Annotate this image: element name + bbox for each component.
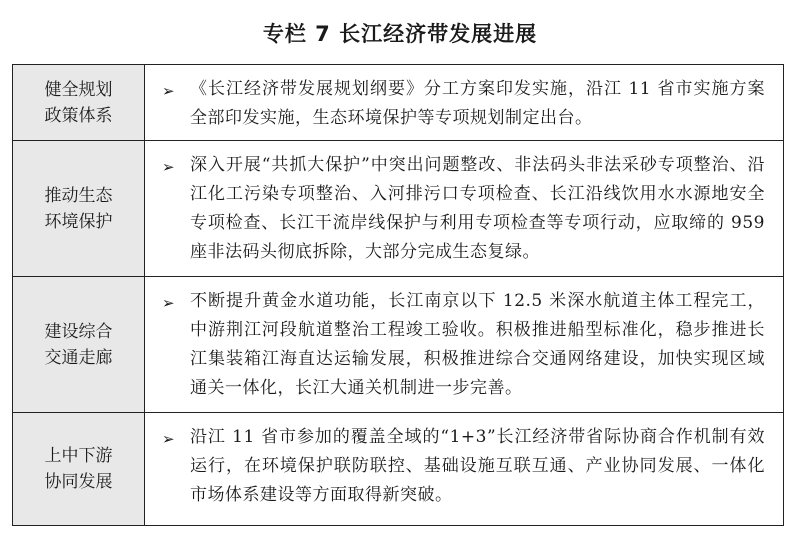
content-table [12,64,784,526]
row-label-cell [13,277,145,412]
row-content: 沿江 11 省市参加的覆盖全域的“1+3”长江经济带省际协商合作机制有效运行，在环境保护联防联控、基础设施互联互通、产业协同发展、一体化市场体系建设等方面取得新突破。 [190,427,765,505]
row-label-cell [13,413,145,525]
table-row [13,413,783,525]
table-row [13,277,783,413]
row-content: 不断提升黄金水道功能，长江南京以下 12.5 米深水航道主体工程完工，中游荆江河段航道整治工程竣工验收。积极推进船型标准化，稳步推进长江集装箱江海直达运输发展，积极推进综合交通网络建设，加快实现区域通关一体化，长江大通关机制进一步完善。 [190,291,765,398]
row-content: 《长江经济带发展规划纲要》分工方案印发实施，沿江 11 省市实施方案全部印发实施，生态环境保护等专项规划制定出台。 [190,79,765,128]
row-label: 推动生态环境保护 [44,185,113,232]
row-label: 上中下游协同发展 [44,446,113,492]
row-content-cell [146,413,783,525]
row-label: 建设综合交通走廊 [44,321,113,368]
row-label-cell [13,141,145,276]
row-content-cell [146,277,783,412]
table-row [13,141,783,277]
triangle-arrow-icon: ➢ [162,82,175,100]
row-content-cell [146,141,783,276]
triangle-arrow-icon: ➢ [162,158,175,176]
row-label-cell [13,65,145,140]
row-label: 健全规划政策体系 [44,79,113,126]
triangle-arrow-icon: ➢ [162,430,175,448]
row-content-cell [146,65,783,140]
triangle-arrow-icon: ➢ [162,294,175,312]
row-content: 深入开展“共抓大保护”中突出问题整改、非法码头非法采砂专项整治、沿江化工污染专项整治、入河排污口专项检查、长江沿线饮用水水源地安全专项检查、长江干流岸线保护与利用专项检查等专项行动，应取缔的 959 座非法码头彻底拆除，大部分完成生态复绿。 [190,155,765,262]
page-title: 专栏 7 长江经济带发展进展 [262,22,538,46]
table-row [13,65,783,141]
